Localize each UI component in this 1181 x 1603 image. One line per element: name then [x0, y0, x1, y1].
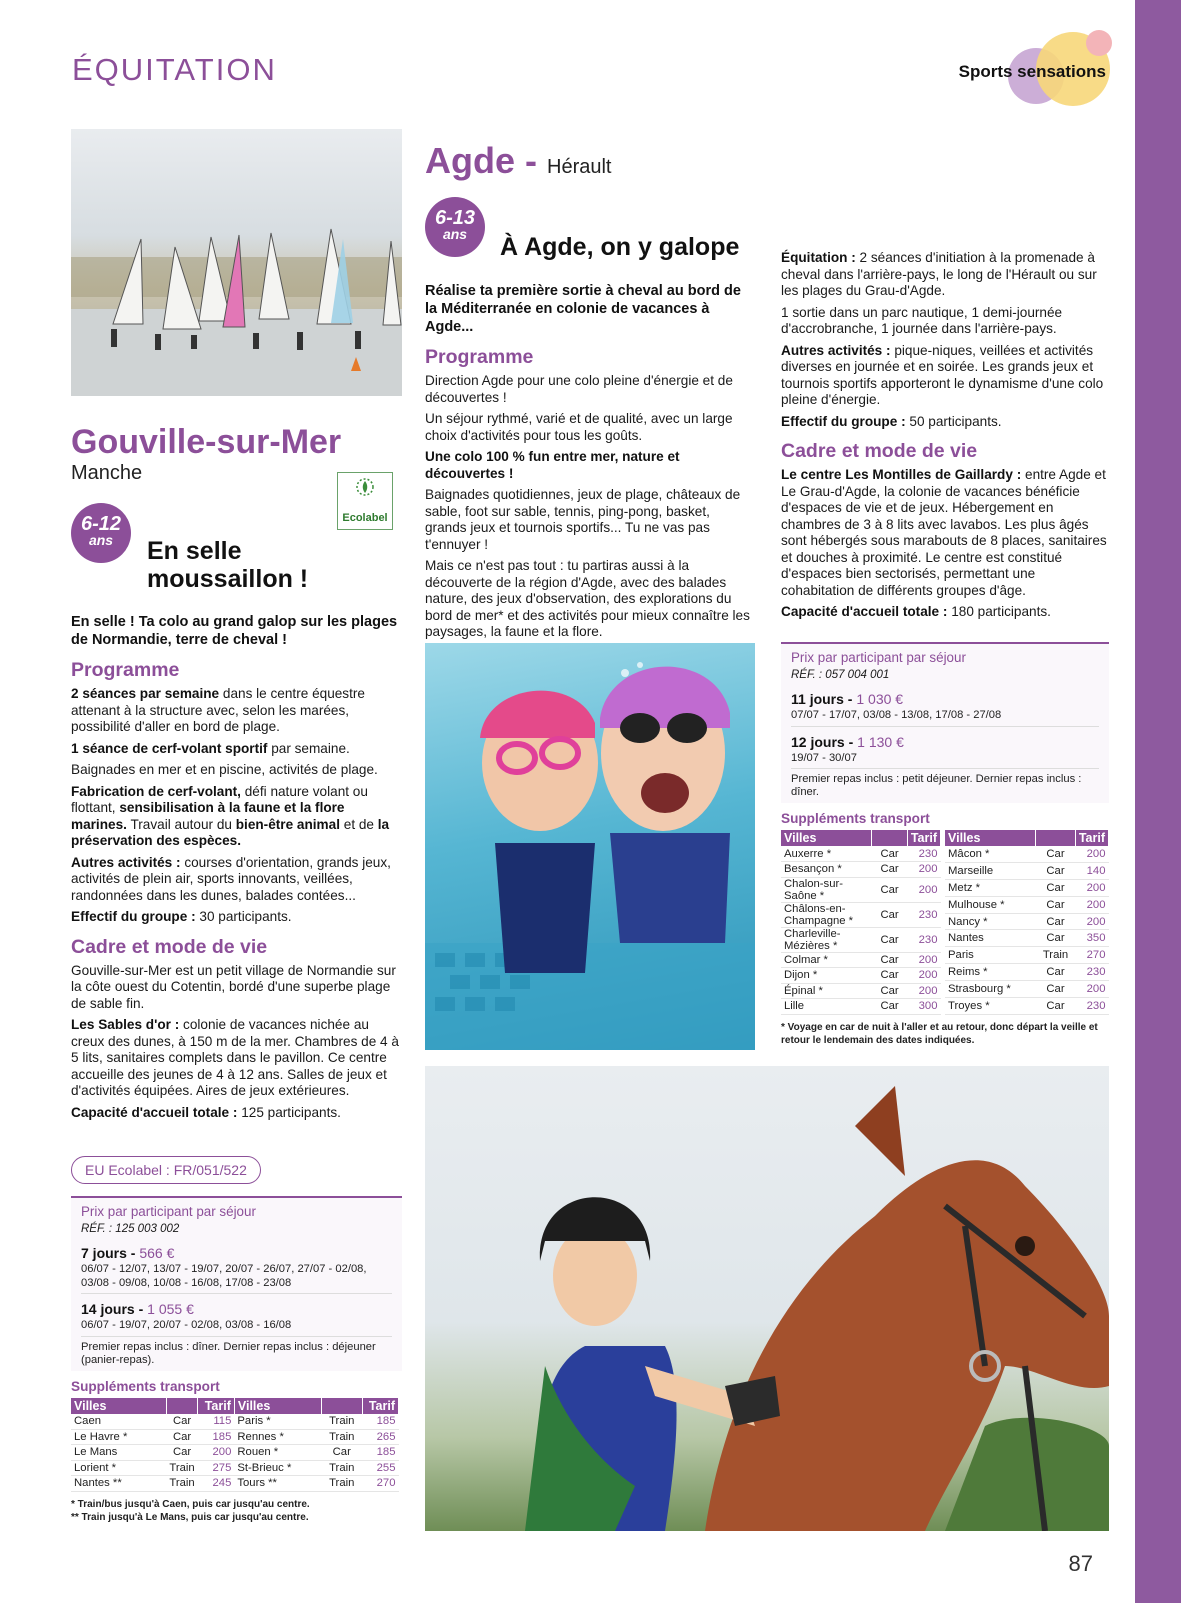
cadre-paragraph: Capacité d'accueil totale : 180 participants. [781, 604, 1051, 619]
mode-cell: Train [321, 1460, 362, 1476]
city-cell: Paris [945, 947, 1036, 964]
table-row [71, 1445, 399, 1461]
price-cell: 200 [907, 877, 940, 902]
transport-table-left: Villes Tarif Auxerre * Car 230 Besançon * Car 200 Chalon-sur-Saône * Car 200 Châlons-en-Champagne * Car 230 Charleville-Mézières * Car 230 Colmar * Car 200 Dijon * Car 200 Épinal * Car 200 Lille Car 300 [781, 830, 941, 1015]
table-row [945, 980, 1109, 997]
cadre-paragraph: Gouville-sur-Mer est un petit village de Normandie sur la côte ouest du Cotentin, bordé d'une superbe plage de sable fin. [71, 962, 396, 1011]
table-row [781, 927, 941, 952]
lead-text: En selle ! Ta colo au grand galop sur les plages de Normandie, terre de cheval ! [71, 614, 398, 648]
cadre-paragraph: Capacité d'accueil totale : 125 participants. [71, 1104, 341, 1120]
mode-cell: Car [872, 862, 907, 878]
city-cell: Lille [781, 999, 872, 1015]
price-cell: 185 [198, 1429, 234, 1445]
mode-cell: Car [1036, 913, 1076, 930]
mode-cell: Car [872, 952, 907, 968]
sand-yacht-illustration [71, 129, 402, 396]
price-cell: 140 [1075, 863, 1108, 880]
table-row [71, 1414, 399, 1430]
transport-table-right: Villes Tarif Mâcon * Car 200 Marseille Car 140 Metz * Car 200 Mulhouse * Car 200 Nancy * Car 200 Nantes Car 350 Paris Train 270 Reims * Car 230 Strasbourg * Car 200 Troyes * Car 230 [945, 830, 1109, 1015]
price-cell: 270 [362, 1476, 399, 1492]
price-cell: 200 [198, 1445, 234, 1461]
table-row [945, 997, 1109, 1014]
mode-cell: Train [321, 1476, 362, 1492]
reference: RÉF. : 057 004 001 [791, 669, 890, 681]
activity-paragraph: Équitation : 2 séances d'initiation à la promenade à cheval dans l'arrière-pays, le long de l'Hérault ou sur les plages du Grau-d'Agde. [781, 250, 1097, 298]
programme-paragraph: Fabrication de cerf-volant, défi nature volant ou flottant, sensibilisation à la faune et la flore marines. Travail autour du bien-être animal et de la préservation des espèces. [71, 783, 390, 848]
city-cell: Caen [71, 1414, 166, 1430]
mode-cell: Train [166, 1460, 198, 1476]
programme-paragraph: 1 séance de cerf-volant sportif par semaine. [71, 740, 350, 756]
city-cell: Tours ** [234, 1476, 321, 1492]
city-cell: St-Brieuc * [234, 1460, 321, 1476]
table-row [781, 902, 941, 927]
table-row [781, 862, 941, 878]
right-pricing [781, 642, 1109, 1047]
sidebar-strip [1135, 0, 1181, 1603]
mode-cell: Car [1036, 930, 1076, 947]
city-cell: Charleville-Mézières * [781, 927, 872, 952]
table-row [945, 930, 1109, 947]
city-cell: Colmar * [781, 952, 872, 968]
mode-cell: Car [872, 902, 907, 927]
left-body [71, 613, 402, 1126]
price-cell: 185 [362, 1445, 399, 1461]
mode-cell: Car [1036, 997, 1076, 1014]
city-cell: Troyes * [945, 997, 1036, 1014]
price-cell: 245 [198, 1476, 234, 1492]
city-cell: Besançon * [781, 862, 872, 878]
price-row: 7 jours - 566 € 06/07 - 12/07, 13/07 - 19/07, 20/07 - 26/07, 27/07 - 02/08, 03/08 - 09/08, 10/08 - 16/08, 17/08 - 23/08 [81, 1242, 392, 1294]
meal-note: Premier repas inclus : dîner. Dernier repas inclus : déjeuner (panier-repas). [81, 1340, 376, 1366]
city-cell: Lorient * [71, 1460, 166, 1476]
ecolabel-code [71, 1156, 261, 1184]
table-row [945, 947, 1109, 964]
price-cell: 350 [1075, 930, 1108, 947]
table-row [781, 983, 941, 999]
transport-footnote: * Voyage en car de nuit à l'aller et au retour, donc départ la veille et retour le lendemain des dates indiquées. [781, 1021, 1098, 1046]
city-cell: Rouen * [234, 1445, 321, 1461]
activity-paragraph: 1 sortie dans un parc nautique, 1 demi-journée d'accrobranche, 1 journée dans l'arrière-pays. [781, 304, 1063, 336]
mode-cell: Car [1036, 964, 1076, 981]
city-cell: Nancy * [945, 913, 1036, 930]
region-label: Manche [71, 462, 143, 484]
city-cell: Auxerre * [781, 846, 872, 862]
table-row [945, 896, 1109, 913]
city-cell: Strasbourg * [945, 980, 1036, 997]
price-row: 11 jours - 1 030 € 07/07 - 17/07, 03/08 - 13/08, 17/08 - 27/08 [791, 688, 1099, 727]
mode-cell: Car [872, 846, 907, 862]
programme-paragraph: Autres activités : courses d'orientation, grands jeux, activités de plein air, sports innovants, veillées, randonnées dans les dunes, balades contées... [71, 854, 391, 903]
mode-cell: Car [166, 1414, 198, 1430]
age-unit: ans [442, 226, 468, 242]
price-row: 12 jours - 1 130 € 19/07 - 30/07 [791, 727, 1099, 770]
category-badge [956, 30, 1106, 110]
table-row [71, 1460, 399, 1476]
badge-circle-pink [1086, 30, 1112, 56]
city-cell: Nantes [945, 930, 1036, 947]
price-cell: 200 [907, 862, 940, 878]
reference: RÉF. : 125 003 002 [81, 1223, 180, 1235]
table-row [945, 880, 1109, 897]
price-cell: 200 [907, 983, 940, 999]
page-number: 87 [1068, 1551, 1093, 1576]
programme-paragraph: Baignades quotidiennes, jeux de plage, châteaux de sable, foot sur sable, tennis, ping-pong, basket, grands jeux et tournois sportifs... Tu ne vas pas t'ennuyer ! [425, 487, 741, 552]
city-cell: Mâcon * [945, 846, 1036, 863]
mode-cell: Car [1036, 980, 1076, 997]
age-range: 6-12 [80, 513, 122, 535]
sand-yacht-photo [71, 129, 402, 396]
programme-paragraph: Effectif du groupe : 30 participants. [71, 909, 292, 924]
ecolabel-logo-text: Ecolabel [342, 512, 388, 524]
city-cell: Châlons-en-Champagne * [781, 902, 872, 927]
price-cell: 200 [1075, 896, 1108, 913]
activity-paragraph: Autres activités : pique-niques, veillées et activités diverses en journée et en soirée. Les grands jeux et tournois sportifs apporteront le dynamisme d'une colo pleine d'énergie. [781, 342, 1104, 407]
price-cell: 300 [907, 999, 940, 1015]
table-row [781, 999, 941, 1015]
table-row [945, 863, 1109, 880]
table-row [781, 952, 941, 968]
price-box [71, 1196, 402, 1371]
age-badge [425, 197, 485, 257]
left-pricing [71, 1196, 402, 1524]
price-cell: 230 [907, 846, 940, 862]
price-cell: 275 [198, 1460, 234, 1476]
programme-paragraph: Baignades en mer et en piscine, activités de plage. [71, 762, 378, 777]
programme-heading: Programme [425, 346, 534, 368]
city-cell: Chalon-sur-Saône * [781, 877, 872, 902]
price-row: 14 jours - 1 055 € 06/07 - 19/07, 20/07 - 02/08, 03/08 - 16/08 [81, 1294, 392, 1337]
price-cell: 265 [362, 1429, 399, 1445]
cadre-paragraph: Les Sables d'or : colonie de vacances nichée au creux des dunes, à 150 m de la mer. Chambres de 4 à 5 lits, sanitaires complets dans le pavillon. Ce centre accueille des jeunes de 4 à 12 ans. Salles de jeux et d'activités équipées. Aires de jeux extérieures. [71, 1017, 399, 1098]
mode-cell: Car [872, 877, 907, 902]
mode-cell: Car [872, 983, 907, 999]
mode-cell: Car [1036, 846, 1076, 863]
city-cell: Dijon * [781, 968, 872, 984]
slogan: À Agde, on y galope [500, 233, 740, 261]
city-cell: Paris * [234, 1414, 321, 1430]
price-cell: 200 [1075, 880, 1108, 897]
ecolabel-flower-icon [338, 473, 392, 507]
town-title: Gouville-sur-Mer [71, 423, 342, 461]
section-title: ÉQUITATION [72, 52, 277, 87]
transport-footnote: * Train/bus jusqu'à Caen, puis car jusqu'au centre. ** Train jusqu'à Le Mans, puis car jusqu'au centre. [71, 1498, 310, 1523]
mode-cell: Train [321, 1429, 362, 1445]
price-cell: 255 [362, 1460, 399, 1476]
age-badge [71, 503, 131, 563]
price-cell: 230 [907, 902, 940, 927]
right-column [781, 250, 1111, 626]
price-cell: 200 [1075, 980, 1108, 997]
town-title: Agde - [425, 140, 547, 181]
horse-illustration [425, 1066, 1109, 1531]
cadre-paragraph: Le centre Les Montilles de Gaillardy : entre Agde et Le Grau-d'Agde, la colonie de vacances bénéficie d'espaces de vie et de jeux. Hébergement en chambres de 3 à 8 lits avec lavabos. Les plus âgés sont hébergés sous marabouts de 8 places, sanitaires et douches à proximité. Le centre est constitué d'espaces bien sectorisés, permettant une cohabitation de différents groupes d'âge. [781, 467, 1107, 598]
transport-tables [781, 830, 1109, 1015]
programme-paragraph: Un séjour rythmé, varié et de qualité, avec un large choix d'activités pour tous les goûts. [425, 411, 733, 443]
activity-paragraph: Effectif du groupe : 50 participants. [781, 413, 1002, 429]
programme-heading: Programme [71, 659, 180, 681]
table-row [781, 877, 941, 902]
city-cell: Le Mans [71, 1445, 166, 1461]
city-cell: Rennes * [234, 1429, 321, 1445]
city-cell: Reims * [945, 964, 1036, 981]
region-label: Hérault [547, 156, 612, 178]
price-cell: 270 [1075, 947, 1108, 964]
table-row [71, 1476, 399, 1492]
mode-cell: Train [166, 1476, 198, 1492]
mode-cell: Train [321, 1414, 362, 1430]
programme-paragraph: 2 séances par semaine dans le centre équestre attenant à la structure avec, selon les marées, possibilité d'aller en bord de plage. [71, 686, 365, 734]
mode-cell: Car [166, 1429, 198, 1445]
transport-table: Villes Tarif Villes Tarif Caen Car 115 Paris * Train 185 Le Havre * Car 185 Rennes * Train 265 Le Mans Car 200 Rouen * Car 185 Lorient * Train 275 St-Brieuc * Train 255 Nantes ** Train 245 Tours ** Train 270 [71, 1398, 399, 1492]
age-range: 6-13 [434, 207, 476, 229]
table-row [781, 846, 941, 862]
mode-cell: Car [321, 1445, 362, 1461]
age-unit: ans [88, 532, 114, 548]
agde-heading [425, 140, 611, 182]
swimming-illustration [425, 643, 755, 1050]
price-cell: 230 [1075, 964, 1108, 981]
transport-heading: Suppléments transport [781, 811, 930, 826]
city-cell: Le Havre * [71, 1429, 166, 1445]
city-cell: Metz * [945, 880, 1036, 897]
table-row [71, 1429, 399, 1445]
mode-cell: Car [872, 968, 907, 984]
ecolabel-logo [337, 472, 393, 530]
city-cell: Épinal * [781, 983, 872, 999]
mode-cell: Car [1036, 896, 1076, 913]
mode-cell: Car [1036, 863, 1076, 880]
ecolabel-code-label: EU Ecolabel : FR/051/522 [71, 1156, 261, 1184]
meal-note: Premier repas inclus : petit déjeuner. Dernier repas inclus : dîner. [791, 773, 1082, 798]
price-header: Prix par participant par séjour [791, 650, 966, 665]
table-row [945, 964, 1109, 981]
price-cell: 115 [198, 1414, 234, 1430]
price-cell: 200 [1075, 846, 1108, 863]
price-header: Prix par participant par séjour [81, 1204, 256, 1219]
mode-cell: Car [872, 999, 907, 1015]
mode-cell: Train [1036, 947, 1076, 964]
middle-column [425, 282, 755, 646]
price-cell: 230 [907, 927, 940, 952]
programme-paragraph: Direction Agde pour une colo pleine d'énergie et de découvertes ! [425, 373, 733, 405]
mode-cell: Car [166, 1445, 198, 1461]
transport-heading: Suppléments transport [71, 1378, 220, 1394]
programme-paragraph: Mais ce n'est pas tout : tu partiras aussi à la découverte de la région d'Agde, avec des balades nature, des jeux d'observation, des explorations du bord de mer* et des activités pour mieux connaître les paysages, la faune et la flore. [425, 558, 750, 639]
slogan: En selle moussaillon ! [147, 537, 309, 593]
cadre-heading: Cadre et mode de vie [71, 935, 268, 958]
price-cell: 200 [907, 952, 940, 968]
lead-text: Réalise ta première sortie à cheval au bord de la Méditerranée en colonie de vacances à Agde... [425, 283, 741, 335]
badge-label: Sports sensations [958, 62, 1106, 81]
price-cell: 200 [1075, 913, 1108, 930]
mode-cell: Car [1036, 880, 1076, 897]
swimming-kids-photo [425, 643, 755, 1050]
price-box [781, 642, 1109, 803]
price-cell: 200 [907, 968, 940, 984]
price-cell: 185 [362, 1414, 399, 1430]
table-row [945, 913, 1109, 930]
cadre-heading: Cadre et mode de vie [781, 440, 978, 462]
city-cell: Mulhouse * [945, 896, 1036, 913]
city-cell: Nantes ** [71, 1476, 166, 1492]
mode-cell: Car [872, 927, 907, 952]
horse-rider-photo [425, 1066, 1109, 1531]
price-cell: 230 [1075, 997, 1108, 1014]
table-row [781, 968, 941, 984]
table-row [945, 846, 1109, 863]
city-cell: Marseille [945, 863, 1036, 880]
programme-paragraph: Une colo 100 % fun entre mer, nature et découvertes ! [425, 449, 680, 481]
